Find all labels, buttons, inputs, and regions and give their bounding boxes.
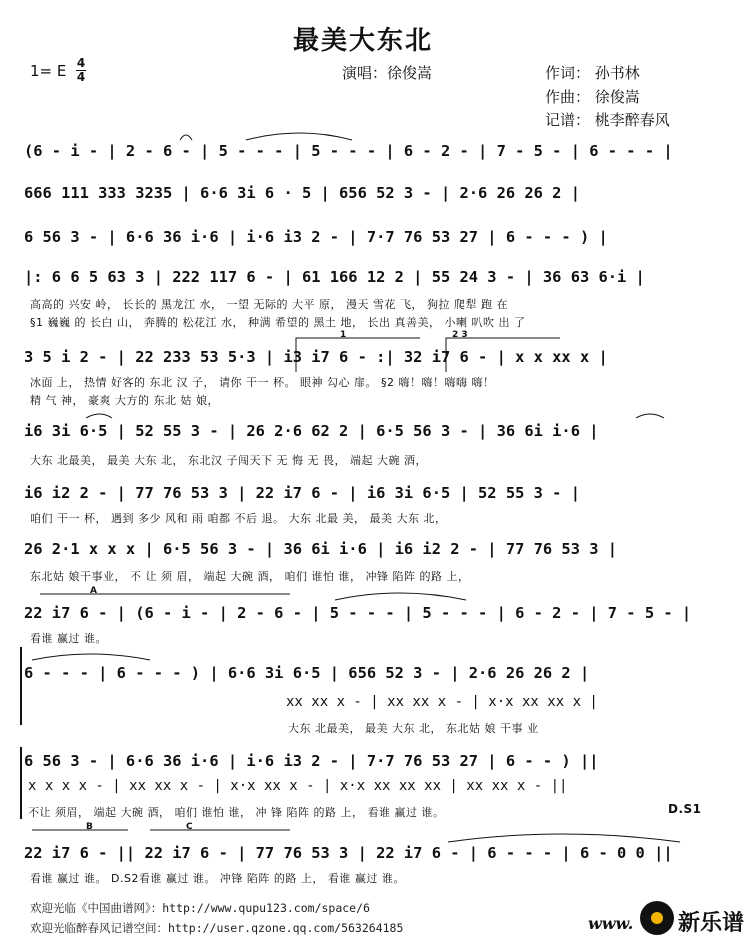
score-line-10: 6 - - - | 6 - - - ) | 6·6 3i 6·5 | 656 52 3 - | 2·6 26 26 2 | bbox=[24, 664, 590, 682]
singer-credit: 演唱：徐俊嵩 bbox=[342, 64, 433, 82]
tie-slur-4 bbox=[448, 834, 680, 842]
score-line-9: 22 i7 6 - | (6 - i - | 2 - 6 - | 5 - - - | 5 - - - | 6 - 2 - | 7 - 5 - | bbox=[24, 604, 692, 622]
lyric-line-6: 大东 北最美， 最美 大东 北， 东北汉 子闯天下 无 悔 无 畏， 端起 大碗 酒， bbox=[30, 454, 427, 467]
score-line-12: 22 i7 6 - || 22 i7 6 - | 77 76 53 3 | 22 i7 6 - | 6 - - - | 6 - 0 0 || bbox=[24, 844, 673, 862]
logo-disc-icon bbox=[640, 901, 674, 935]
system-bracket-1 bbox=[20, 647, 22, 725]
score-line-7: i6 i2 2 - | 77 76 53 3 | 22 i7 6 - | i6 3i 6·5 | 52 55 3 - | bbox=[24, 484, 580, 502]
logo-text: 新乐谱 bbox=[678, 911, 744, 936]
section-marker-b: B bbox=[86, 822, 93, 832]
score-line-4: |: 6 6 5 63 3 | 222 117 6 - | 61 166 12 2 | 55 24 3 - | 36 63 6·i | bbox=[24, 268, 645, 286]
score-line-3: 6 56 3 - | 6·6 36 i·6 | i·6 i3 2 - | 7·7 76 53 27 | 6 - - - ) | bbox=[24, 228, 608, 246]
percussion-line-11: x x x x - | xx xx x - | x·x xx x - | x·x xx xx xx | xx xx x - || bbox=[28, 778, 568, 794]
time-signature-top: 4 bbox=[76, 56, 86, 70]
system-bracket-2 bbox=[20, 747, 22, 819]
lyric-line-5b: 精 气 神， 豪爽 大方的 东北 姑 娘， bbox=[30, 394, 219, 407]
time-signature-bottom: 4 bbox=[76, 70, 86, 84]
lyric-line-4b: §1 巍巍 的 长白 山， 奔腾的 松花江 水， 种满 希望的 黑土 地， 长出 真善美， 小喇 叭吹 出 了 bbox=[30, 316, 526, 329]
lyric-line-10: 大东 北最美， 最美 大东 北， 东北姑 娘 干事 业 bbox=[288, 722, 539, 735]
lyric-line-5a: 冰面 上， 热情 好客的 东北 汉 子， 请你 干一 杯。 眼神 勾心 扉。 §2 嗨！嗨！嗨嗨 嗨！ bbox=[30, 376, 495, 389]
site-logo bbox=[588, 896, 744, 942]
score-line-2: 666 111 333 3235 | 6·6 3i 6 · 5 | 656 52 3 - | 2·6 26 26 2 | bbox=[24, 184, 580, 202]
lyric-line-8: 东北姑 娘干事业， 不 让 须 眉， 端起 大碗 酒， 咱们 谁怕 谁， 冲锋 陷阵 的路 上， bbox=[30, 570, 470, 583]
section-marker-a: A bbox=[90, 586, 97, 596]
lyric-line-12: 看谁 赢过 谁。 D.S2看谁 赢过 谁。 冲锋 陷阵 的路 上， 看谁 赢过 谁。 bbox=[30, 872, 405, 885]
score-line-6: i6 3i 6·5 | 52 55 3 - | 26 2·6 62 2 | 6·5 56 3 - | 36 6i i·6 | bbox=[24, 422, 599, 440]
score-line-8: 26 2·1 x x x | 6·5 56 3 - | 36 6i i·6 | i6 i2 2 - | 77 76 53 3 | bbox=[24, 540, 618, 558]
tie-slur-2 bbox=[335, 593, 466, 600]
footer-link-qupu[interactable]: 欢迎光临《中国曲谱网》：http://www.qupu123.com/space/6 bbox=[30, 901, 370, 915]
lyric-line-11: 不让 须眉， 端起 大碗 酒， 咱们 谁怕 谁， 冲 锋 陷阵 的路 上， 看谁 赢过 谁。 bbox=[28, 806, 445, 819]
fermata-slur bbox=[180, 135, 192, 140]
lyric-line-7: 咱们 干一 杯， 遇到 多少 风和 雨 咱都 不后 退。 大东 北最 美， 最美 大东 北， bbox=[30, 512, 447, 525]
transcriber-credit: 记谱： 桃李醉春风 bbox=[545, 111, 670, 129]
lyric-line-4a: 高高的 兴安 岭， 长长的 黑龙江 水， 一望 无际的 大平 原， 漫天 雪花 飞， 狗拉 爬犁 跑 在 bbox=[30, 298, 508, 311]
logo-www-text: www. bbox=[588, 914, 634, 933]
composer-credit: 作曲： 徐俊嵩 bbox=[545, 88, 640, 106]
tie-slur bbox=[246, 133, 352, 140]
score-line-1: (6 - i - | 2 - 6 - | 5 - - - | 5 - - - | 6 - 2 - | 7 - 5 - | 6 - - - | bbox=[24, 142, 673, 160]
key-signature: 1= E bbox=[30, 62, 67, 80]
volta-marker-23: 2 3 bbox=[452, 330, 468, 340]
lyricist-credit: 作词： 孙书林 bbox=[545, 64, 640, 82]
section-marker-c: C bbox=[186, 822, 193, 832]
slur-1 bbox=[86, 414, 112, 418]
tie-slur-3 bbox=[32, 654, 150, 660]
percussion-line-10: xx xx x - | xx xx x - | x·x xx xx x | bbox=[286, 694, 598, 710]
lyric-line-9: 看谁 赢过 谁。 bbox=[30, 632, 107, 645]
song-title: 最美大东北 bbox=[292, 26, 433, 56]
volta-marker-1: 1 bbox=[340, 330, 347, 340]
score-line-5: 3 5 i 2 - | 22 233 53 5·3 | i3 i7 6 - :| 32 i7 6 - | x x xx x | bbox=[24, 348, 608, 366]
score-line-11: 6 56 3 - | 6·6 36 i·6 | i·6 i3 2 - | 7·7 76 53 27 | 6 - - ) || bbox=[24, 752, 599, 770]
slur-2 bbox=[636, 414, 664, 418]
ds1-marker: D.S1 bbox=[668, 802, 702, 816]
footer-link-qzone[interactable]: 欢迎光临醉春风记谱空间：http://user.qzone.qq.com/563264185 bbox=[30, 921, 404, 935]
